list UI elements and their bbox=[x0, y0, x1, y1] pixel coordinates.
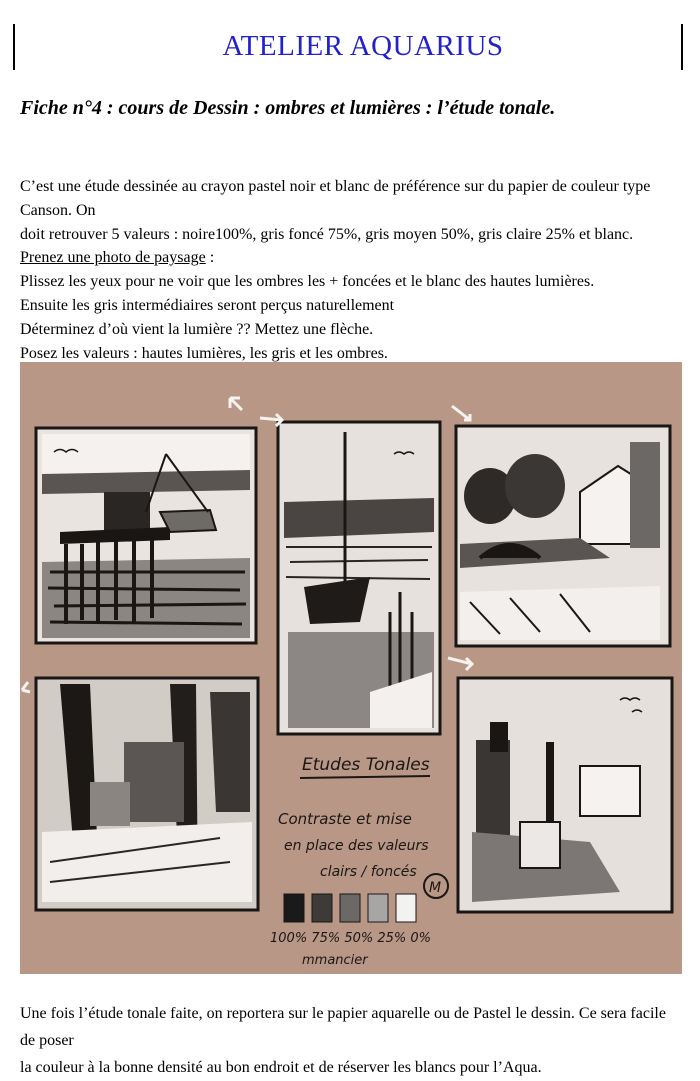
artist-signature: mmancier bbox=[302, 953, 368, 968]
closing-text bbox=[20, 1000, 685, 1081]
notes-heading: Etudes Tonales bbox=[302, 755, 430, 775]
note-line: en place des valeurs bbox=[284, 838, 429, 854]
closing-line: la couleur à la bonne densité au bon endroit et de réserver les blancs pour l’Aqua. bbox=[20, 1059, 542, 1076]
tonal-swatch-0 bbox=[396, 894, 416, 922]
intro-line: C’est une étude dessinée au crayon pastel noir et blanc de préférence sur du papier de couleur type Canson. On bbox=[20, 178, 651, 219]
note-line: clairs / foncés bbox=[320, 864, 417, 880]
monogram: M bbox=[429, 880, 442, 896]
worksheet-subtitle: Fiche n°4 : cours de Dessin : ombres et lumières : l’étude tonale. bbox=[20, 97, 556, 119]
sketch-panel-harbour bbox=[36, 428, 256, 643]
photo-instruction: Prenez une photo de paysage bbox=[20, 249, 206, 267]
intro-line: Posez les valeurs : hautes lumières, les gris et les ombres. bbox=[20, 344, 388, 362]
tonal-swatch-75 bbox=[312, 894, 332, 922]
tonal-study-artwork bbox=[20, 362, 682, 974]
sketch-panel-bridge bbox=[456, 426, 670, 646]
tonal-swatch-100 bbox=[284, 894, 304, 922]
intro-line: doit retrouver 5 valeurs : noire100%, gris foncé 75%, gris moyen 50%, gris claire 25% et blanc. bbox=[20, 225, 634, 243]
tonal-swatch-25 bbox=[368, 894, 388, 922]
sketch-panel-sailboat bbox=[278, 422, 440, 734]
tonal-scale-labels: 100% 75% 50% 25% 0% bbox=[270, 931, 432, 946]
intro-line: Prenez une photo de paysage : bbox=[20, 249, 215, 267]
intro-line: Déterminez d’où vient la lumière ?? Mettez une flèche. bbox=[20, 320, 374, 338]
intro-line: Plissez les yeux pour ne voir que les ombres les + foncées et le blanc des hautes lumières. bbox=[20, 273, 595, 291]
tonal-swatch-50 bbox=[340, 894, 360, 922]
sketch-panel-church bbox=[36, 678, 258, 910]
note-line: Contraste et mise bbox=[278, 810, 412, 828]
page-title: ATELIER AQUARIUS bbox=[222, 30, 504, 62]
closing-line: Une fois l’étude tonale faite, on reportera sur le papier aquarelle ou de Pastel le dessin. Ce sera facile de poser bbox=[20, 1005, 666, 1049]
sketch-panel-tower bbox=[458, 678, 672, 912]
intro-text bbox=[20, 175, 680, 365]
intro-line: Ensuite les gris intermédiaires seront perçus naturellement bbox=[20, 296, 395, 314]
